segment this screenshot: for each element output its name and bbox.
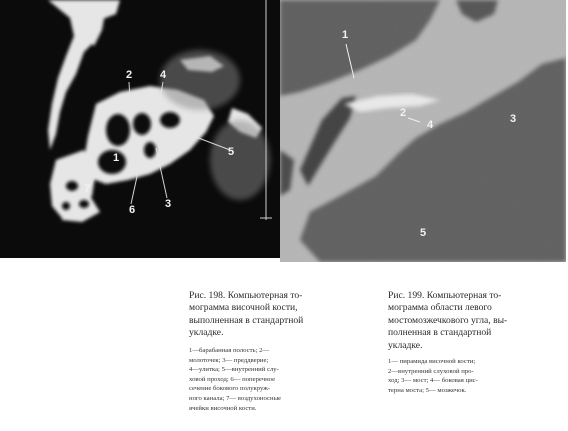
caption-198-line: мограмма височной кости, [189, 302, 298, 314]
caption-figure-199 [388, 290, 533, 352]
legend-199-line: 1— пирамида височной кости; [388, 358, 476, 365]
caption-199-line: укладке. [388, 339, 423, 351]
ct-image-cerebellopontine-angle [280, 0, 566, 262]
legend-199-line: терна моста; 5— мозжечок. [388, 386, 467, 394]
legend-198-line: ного канала; 7— воздухоносные [189, 394, 282, 402]
label-199-1: 1 [342, 29, 349, 41]
caption-199-line: мограмма области левого [388, 302, 492, 314]
legend-198-line: молоточек; 3— преддверие; [189, 356, 269, 364]
caption-199-line: мостомозжечкового угла, вы- [388, 314, 508, 326]
caption-199-line: полненная в стандартной [388, 327, 492, 339]
label-198-6: 6 [129, 204, 136, 216]
legend-figure-198 [189, 346, 339, 413]
label-199-2: 2 [400, 107, 407, 119]
legend-198-line: ховой проход; 6— поперечное [189, 375, 276, 383]
legend-198-line: ячейки височной кости. [189, 404, 257, 412]
caption-199-line: Рис. 199. Компьютерная то- [388, 290, 502, 301]
label-199-4: 4 [427, 119, 434, 131]
caption-198-line: укладке. [189, 327, 224, 339]
label-198-4: 4 [160, 69, 167, 81]
label-199-3: 3 [510, 113, 517, 125]
legend-199-line: ход; 3— мост; 4— боковая цис- [388, 377, 478, 385]
legend-figure-199 [388, 357, 548, 395]
caption-198-line: выполненная в стандартной [189, 314, 304, 326]
label-199-5: 5 [420, 227, 427, 239]
label-198-5: 5 [228, 146, 235, 158]
ct-scan-198 [0, 0, 280, 258]
ct-scan-199 [280, 0, 566, 262]
ct-image-temporal-bone [0, 0, 280, 258]
legend-198-line: сечение бокового полукруж- [189, 385, 271, 393]
label-198-3: 3 [165, 198, 172, 210]
caption-198-line: Рис. 198. Компьютерная то- [189, 290, 303, 301]
label-198-1: 1 [113, 152, 120, 164]
label-198-2: 2 [126, 69, 133, 81]
caption-figure-198 [189, 290, 334, 340]
legend-199-line: 2—внутренний слуховой про- [388, 367, 474, 375]
legend-198-line: 4—улитка; 5—внутренний слу- [189, 366, 279, 374]
legend-198-line: 1—барабанная полость; 2— [189, 347, 270, 354]
label-198-7: 7 [84, 183, 91, 195]
